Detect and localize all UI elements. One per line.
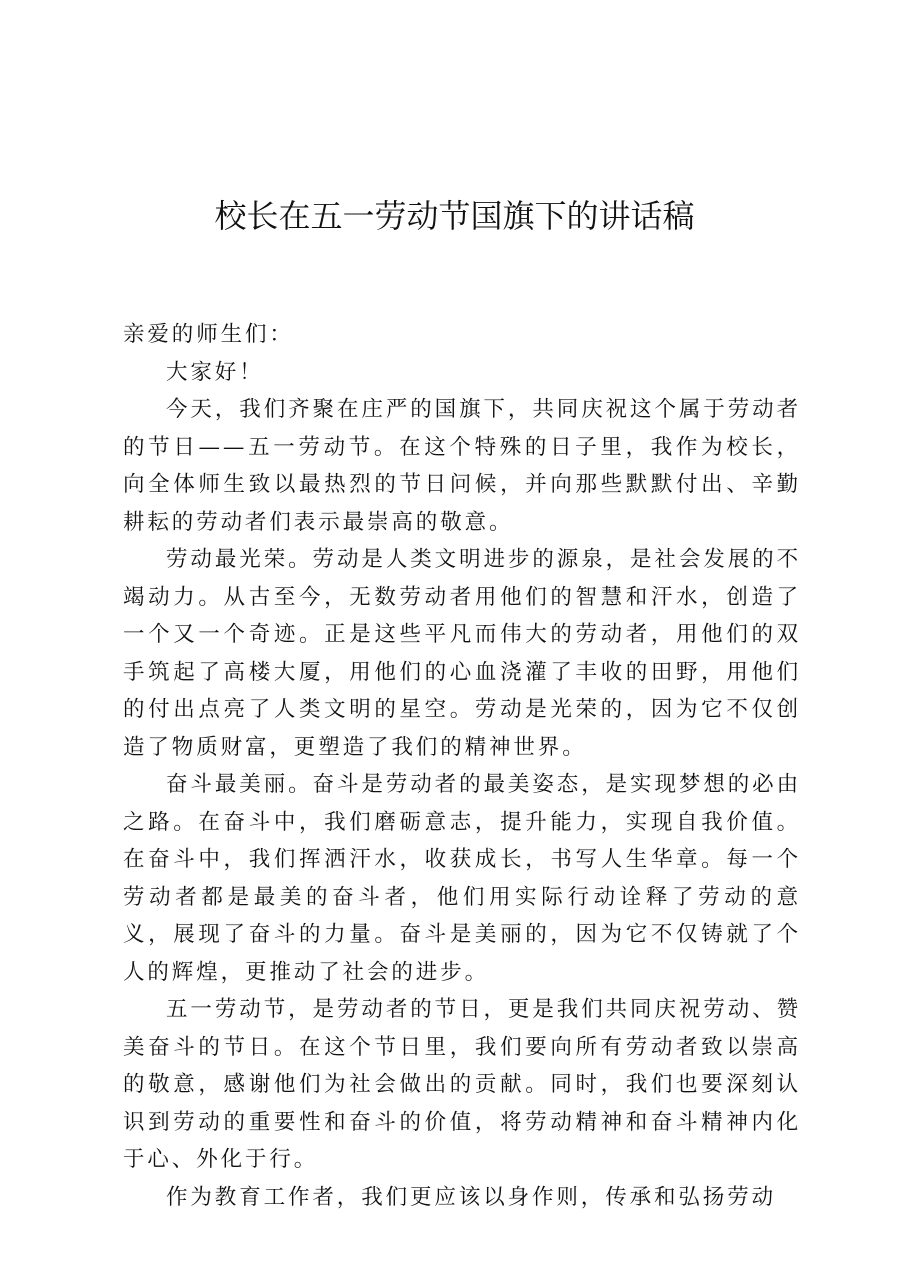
paragraph-labor: 劳动最光荣。劳动是人类文明进步的源泉，是社会发展的不竭动力。从古至今，无数劳动者用他们的智慧和汗水，创造了一个又一个奇迹。正是这些平凡而伟大的劳动者，用他们的双手筑起了高楼大厦，用他们的心血浇灌了丰收的田野，用他们的付出点亮了人类文明的星空。劳动是光荣的，因为它不仅创造了物质财富，更塑造了我们的精神世界。 xyxy=(123,547,801,760)
paragraph-may-day: 五一劳动节，是劳动者的节日，更是我们共同庆祝劳动、赞美奋斗的节日。在这个节日里，我们要向所有劳动者致以崇高的敬意，感谢他们为社会做出的贡献。同时，我们也要深刻认识到劳动的重要性和奋斗的价值，将劳动精神和奋斗精神内化于心、外化于行。 xyxy=(123,997,801,1172)
salutation: 亲爱的师生们： xyxy=(123,322,294,347)
paragraph-greeting: 大家好！ xyxy=(166,359,264,385)
paragraph-educators: 作为教育工作者，我们更应该以身作则，传承和弘扬劳动 xyxy=(166,1184,777,1210)
paragraph-intro: 今天，我们齐聚在庄严的国旗下，共同庆祝这个属于劳动者的节日——五一劳动节。在这个特殊的日子里，我作为校长，向全体师生致以最热烈的节日问候，并向那些默默付出、辛勤耕耘的劳动者们表示最崇高的敬意。 xyxy=(123,397,801,535)
paragraph-struggle: 奋斗最美丽。奋斗是劳动者的最美姿态，是实现梦想的必由之路。在奋斗中，我们磨砺意志，提升能力，实现自我价值。在奋斗中，我们挥洒汗水，收获成长，书写人生华章。每一个劳动者都是最美的奋斗者，他们用实际行动诠释了劳动的意义，展现了奋斗的力量。奋斗是美丽的，因为它不仅铸就了个人的辉煌，更推动了社会的进步。 xyxy=(123,772,801,985)
document-title: 校长在五一劳动节国旗下的讲话稿 xyxy=(214,197,695,235)
document-body xyxy=(123,316,801,1216)
